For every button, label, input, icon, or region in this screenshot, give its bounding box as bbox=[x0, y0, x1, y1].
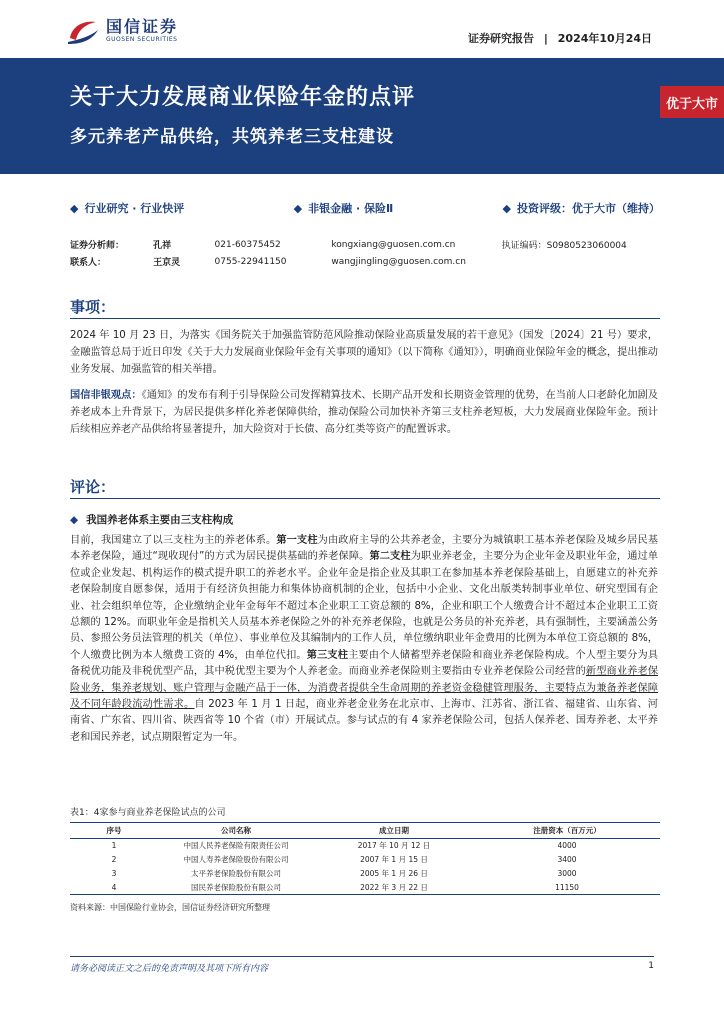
footer-disclaimer: 请务必阅读正文之后的免责声明及其项下所有内容 bbox=[70, 964, 269, 974]
diamond-icon: ◆ bbox=[70, 514, 79, 526]
diamond-icon: ◆ bbox=[293, 202, 303, 215]
tag-row bbox=[70, 200, 660, 216]
comment-subhead: ◆ 我国养老体系主要由三支柱构成 bbox=[70, 514, 234, 526]
analyst-email[interactable]: wangjingling@guosen.com.cn bbox=[331, 256, 466, 267]
diamond-icon: ◆ bbox=[70, 202, 79, 215]
report-date: 2024年10月24日 bbox=[557, 32, 652, 45]
guosen-logo-icon bbox=[66, 16, 100, 46]
title-banner bbox=[0, 58, 724, 174]
analyst-block bbox=[70, 236, 660, 270]
tag-industry: ◆ 行业研究 · 行业快评 bbox=[70, 202, 185, 215]
analyst-row: 联系人： 王京灵 0755-22941150 wangjingling@guosen.com.cn bbox=[70, 253, 660, 270]
guosen-logo bbox=[66, 16, 178, 46]
report-title: 关于大力发展商业保险年金的点评 bbox=[70, 85, 416, 110]
tag-sector: ◆ 非银金融 · 保险Ⅱ bbox=[293, 202, 394, 215]
table-caption: 表1：4家参与商业养老保险试点的公司 bbox=[70, 808, 226, 818]
report-meta bbox=[468, 30, 652, 46]
page-number: 1 bbox=[648, 961, 654, 971]
page-header bbox=[0, 0, 724, 58]
section-title-matters: 事项： bbox=[70, 298, 116, 316]
comment-paragraph: 目前，我国建立了以三支柱为主的养老体系。第一支柱为由政府主导的公共养老金，主要分为城镇职工基本养老保险及城乡居民基本养老保险，通过“现收现付”的方式为居民提供基础的养老保障。第二支柱为职业养老金，主要分为企业年金及职业年金，通过单位或企业发起、机构运作的模式提升职工的养老水平。企业年金是指企业及其职工在参加基本养老保险基础上，自愿建立的补充养老保险制度自愿参保，适用于有经济负担能力和集体协商机制的企业，包括中小企业、文化出版类转制事业单位、研究型国有企业、社会组织单位等，企业缴纳企业年金每年不超过本企业职工工资总额的 8%，企业和职工个人缴费合计不超过本企业职工工资总额的 12%。而职业年金是指机关人员基本养老保险之外的补充养老保险，也就是公务员的补充养老，具有强制性，主要涵盖公务员、参照公务员法管理的机关（单位）、事业单位及其编制内的工作人员，单位缴纳职业年金费用的比例为本单位工资总额的 8%，个人缴费比例为本人缴费工资的 4%，由单位代扣。第三支柱主要由个人储蓄型养老保险和商业养老保险构成。个人型主要分为具备税优功能及非税优型产品，其中税优型主要为个人养老金。而商业养老保险则主要指由专业养老保险公司经营的新型商业养老保险业务，集养老规划、账户管理与金融产品于一体，为消费者提供全生命周期的养老资金稳健管理服务，主要特点为兼备养老保障及不同年龄段流动性需求。自 2023 年 1 月 1 日起，商业养老金业务在北京市、上海市、江苏省、浙江省、福建省、山东省、河南省、广东省、四川省、陕西省等 10 个省（市）开展试点。参与试点的有 4 家养老保险公司，包括人保养老、国寿养老、太平养老和国民养老，试点期限暂定为一年。 bbox=[70, 535, 659, 743]
table-row: 4 国民养老保险股份有限公司 2022 年 3 月 22 日 11150 bbox=[70, 881, 660, 895]
table-row: 2 中国人寿养老保险股份有限公司 2007 年 1 月 15 日 3400 bbox=[111, 855, 577, 864]
logo-cn-text: 国信证券 bbox=[106, 17, 179, 36]
rating-tab: 优于大市 bbox=[660, 86, 724, 118]
report-type: 证券研究报告 bbox=[468, 32, 535, 45]
logo-en-text: GUOSEN SECURITIES bbox=[106, 36, 178, 43]
analyst-email[interactable]: kongxiang@guosen.com.cn bbox=[331, 239, 456, 250]
footer-divider bbox=[70, 956, 654, 957]
pilot-companies-table bbox=[70, 822, 660, 895]
tag-rating: ◆ 投资评级：优于大市（维持） bbox=[502, 202, 660, 215]
section-divider bbox=[70, 498, 660, 499]
section-title-comment: 评论： bbox=[70, 478, 116, 496]
section-divider bbox=[70, 318, 660, 319]
view-label: 国信非银观点： bbox=[70, 390, 142, 401]
matter-paragraph: 2024 年 10 月 23 日，为落实《国务院关于加强监管防范风险推动保险业高质量发展的若干意见》（国发〔2024〕21 号）要求，金融监管总局于近日印发《关于大力发展商业保险年金有关事项的通知》（以下简称《通知》），明确商业保险年金的概念，提出推动业务发展、加强监管的相关举措。 bbox=[70, 330, 658, 375]
report-subtitle: 多元养老产品供给，共筑养老三支柱建设 bbox=[70, 127, 394, 147]
table-source: 资料来源：中国保险行业协会，国信证券经济研究所整理 bbox=[70, 903, 270, 912]
view-paragraph: 国信非银观点：《通知》的发布有利于引导保险公司发挥精算技术、长期产品开发和长期资金管理的优势，在当前人口老龄化加剧及养老成本上升背景下，为居民提供多样化养老保障供给，推动保险公司加快补齐第三支柱养老短板，大力发展商业保险年金。预计后续相应养老产品供给将显著提升，加大险资对于长债、高分红类等资产的配置诉求。 bbox=[70, 390, 658, 435]
diamond-icon: ◆ bbox=[502, 202, 511, 215]
table-row: 3 太平养老保险股份有限公司 2005 年 1 月 26 日 3000 bbox=[111, 869, 577, 878]
table-row: 1 中国人民养老保险有限责任公司 2017 年 10 月 12 日 4000 bbox=[111, 841, 577, 851]
analyst-row: 证券分析师： 孔祥 021-60375452 kongxiang@guosen.com.cn 执证编码：S0980523060004 bbox=[70, 239, 627, 251]
meta-separator: | bbox=[543, 32, 548, 45]
table-header-row: 序号 公司名称 成立日期 注册资本（百万元） bbox=[70, 823, 660, 839]
